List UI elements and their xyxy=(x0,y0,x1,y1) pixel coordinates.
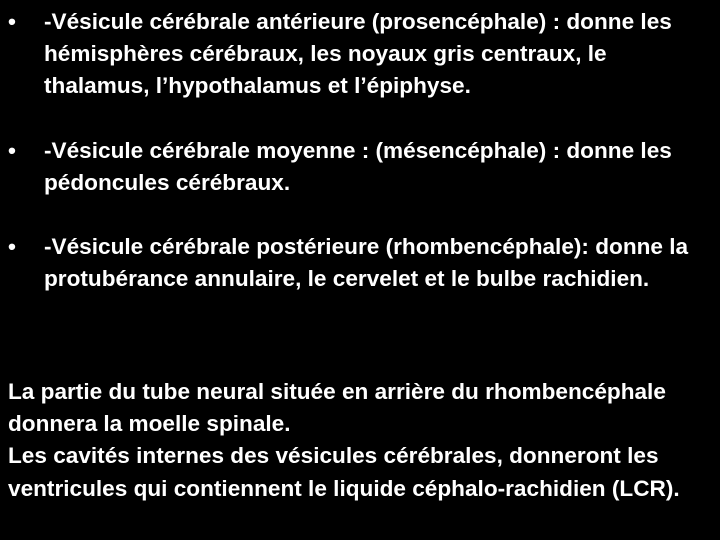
bullet-dot-icon: • xyxy=(8,137,16,163)
bullet-item-posterior-vesicle xyxy=(0,231,720,295)
bullet-dot-icon: • xyxy=(8,9,16,34)
bullet-text: -Vésicule cérébrale moyenne : (mésencéphale) : donne les pédoncules cérébraux. xyxy=(44,137,672,195)
bullet-item-middle-vesicle xyxy=(0,135,720,199)
paragraph-ventricles: Les cavités internes des vésicules cérébrales, donneront les ventricules qui contiennent le liquide céphalo-rachidien (LCR). xyxy=(8,443,680,501)
paragraph-spinal-cord: La partie du tube neural située en arrière du rhombencéphale donnera la moelle spinale. xyxy=(8,379,666,437)
bullet-item-anterior-vesicle xyxy=(0,6,720,103)
bullet-list xyxy=(0,6,720,295)
body-paragraphs xyxy=(8,376,720,505)
bullet-text: -Vésicule cérébrale postérieure (rhombencéphale): donne la protubérance annulaire, le cervelet et le bulbe rachidien. xyxy=(44,234,689,292)
bullet-text: -Vésicule cérébrale antérieure (prosencéphale) : donne les hémisphères cérébraux, les noyaux gris centraux, le thalamus, l’hypothalamus et l’épiphyse. xyxy=(44,9,672,99)
bullet-dot-icon: • xyxy=(8,234,16,260)
